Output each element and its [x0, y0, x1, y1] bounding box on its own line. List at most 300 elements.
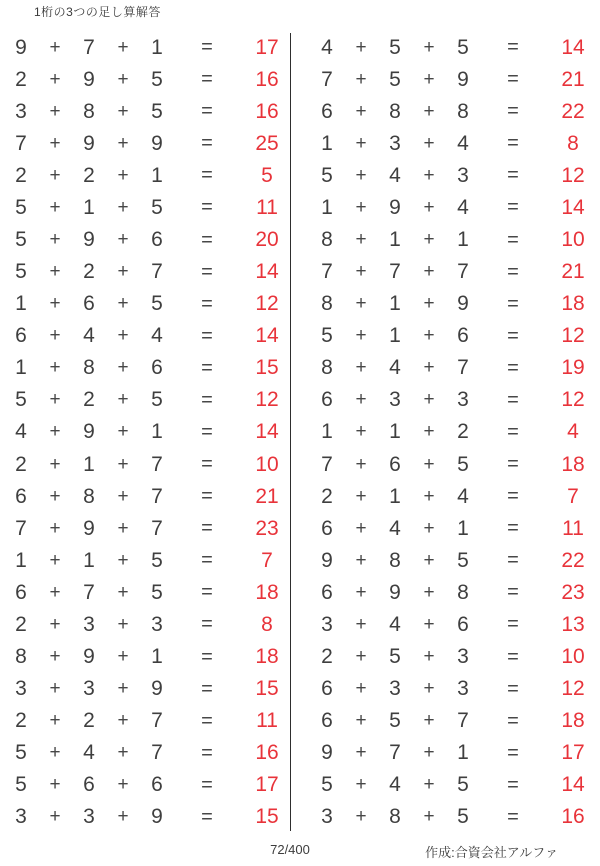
plus-operator: +	[423, 710, 435, 732]
plus-operator: +	[49, 100, 61, 122]
operand-2: 1	[389, 292, 401, 316]
operand-3: 1	[151, 35, 163, 59]
operand-1: 5	[15, 741, 27, 765]
operand-3: 4	[457, 131, 469, 155]
equals-sign: =	[507, 773, 519, 796]
equals-sign: =	[507, 709, 519, 732]
plus-operator: +	[423, 229, 435, 250]
equation-row	[312, 288, 598, 320]
operand-3: 6	[457, 612, 469, 636]
equals-sign: =	[507, 36, 519, 59]
answer-value: 14	[255, 324, 279, 348]
plus-operator: +	[423, 132, 435, 154]
operand-1: 6	[15, 580, 27, 604]
equals-sign: =	[201, 420, 213, 443]
operand-3: 3	[457, 163, 469, 187]
plus-operator: +	[355, 36, 367, 58]
plus-operator: +	[49, 389, 61, 411]
equals-sign: =	[201, 517, 213, 540]
plus-operator: +	[355, 68, 367, 90]
operand-3: 4	[151, 324, 163, 348]
plus-operator: +	[423, 36, 435, 58]
answer-value: 12	[255, 388, 279, 412]
operand-3: 8	[457, 580, 469, 604]
plus-operator: +	[117, 389, 129, 411]
plus-operator: +	[117, 325, 129, 347]
equation-row	[6, 352, 292, 384]
operand-3: 1	[151, 420, 163, 444]
operand-2: 3	[83, 612, 95, 636]
plus-operator: +	[355, 774, 367, 796]
operand-3: 7	[151, 260, 163, 284]
plus-operator: +	[355, 229, 367, 250]
answers-area	[0, 31, 600, 835]
answer-value: 16	[255, 741, 279, 765]
equation-row	[6, 737, 292, 769]
plus-operator: +	[423, 485, 435, 507]
plus-operator: +	[423, 806, 435, 828]
equals-sign: =	[507, 260, 519, 283]
plus-operator: +	[117, 806, 129, 828]
operand-2: 1	[83, 452, 95, 476]
page-number: 72/400	[270, 842, 310, 857]
operand-1: 4	[15, 420, 27, 444]
equation-row	[6, 608, 292, 640]
plus-operator: +	[117, 164, 129, 186]
operand-2: 9	[83, 228, 95, 251]
answer-value: 23	[561, 580, 585, 604]
operand-3: 5	[151, 292, 163, 316]
equation-row	[6, 480, 292, 512]
operand-1: 7	[321, 260, 333, 284]
answer-value: 12	[561, 324, 585, 348]
answer-value: 15	[255, 356, 279, 380]
operand-1: 5	[321, 324, 333, 348]
answer-value: 18	[561, 709, 585, 733]
equals-sign: =	[201, 773, 213, 796]
plus-operator: +	[355, 710, 367, 732]
operand-3: 5	[457, 548, 469, 572]
answer-value: 10	[561, 645, 585, 669]
equation-row	[312, 416, 598, 448]
plus-operator: +	[355, 389, 367, 411]
equals-sign: =	[201, 677, 213, 700]
answer-value: 18	[561, 292, 585, 316]
operand-3: 5	[151, 99, 163, 123]
operand-3: 5	[151, 67, 163, 91]
plus-operator: +	[423, 421, 435, 443]
operand-1: 1	[321, 195, 333, 219]
operand-1: 1	[15, 356, 27, 380]
answer-value: 16	[255, 67, 279, 91]
equals-sign: =	[201, 741, 213, 764]
plus-operator: +	[49, 132, 61, 154]
equation-row	[312, 320, 598, 352]
operand-3: 5	[151, 580, 163, 604]
equals-sign: =	[507, 292, 519, 315]
operand-1: 3	[321, 612, 333, 636]
answer-value: 14	[561, 35, 585, 59]
worksheet-title: 1桁の3つの足し算解答	[34, 5, 161, 19]
equals-sign: =	[201, 68, 213, 91]
operand-2: 1	[83, 548, 95, 572]
equation-row	[312, 352, 598, 384]
plus-operator: +	[423, 613, 435, 635]
equation-row	[312, 544, 598, 576]
equation-row	[312, 384, 598, 416]
answer-value: 16	[561, 805, 585, 829]
plus-operator: +	[355, 453, 367, 475]
operand-2: 4	[389, 516, 401, 540]
operand-2: 1	[389, 228, 401, 251]
plus-operator: +	[423, 325, 435, 347]
answer-value: 12	[561, 388, 585, 412]
answer-value: 10	[255, 452, 279, 476]
plus-operator: +	[423, 196, 435, 218]
operand-3: 7	[457, 709, 469, 733]
operand-3: 5	[457, 805, 469, 829]
answer-value: 17	[561, 741, 585, 765]
equals-sign: =	[201, 164, 213, 187]
operand-2: 3	[83, 677, 95, 701]
equation-row	[6, 63, 292, 95]
plus-operator: +	[355, 293, 367, 315]
equation-row	[6, 256, 292, 288]
operand-3: 5	[457, 35, 469, 59]
operand-2: 8	[83, 484, 95, 508]
equation-row	[312, 31, 598, 63]
equation-row	[312, 608, 598, 640]
plus-operator: +	[355, 646, 367, 668]
plus-operator: +	[49, 613, 61, 635]
operand-1: 6	[321, 388, 333, 412]
plus-operator: +	[117, 517, 129, 539]
operand-2: 1	[83, 195, 95, 219]
operand-1: 8	[321, 292, 333, 316]
operand-2: 7	[83, 580, 95, 604]
equation-row	[312, 673, 598, 705]
answer-value: 14	[561, 195, 585, 219]
plus-operator: +	[49, 164, 61, 186]
equation-row	[312, 63, 598, 95]
operand-1: 2	[15, 709, 27, 733]
plus-operator: +	[355, 806, 367, 828]
operand-3: 7	[151, 709, 163, 733]
equals-sign: =	[201, 388, 213, 411]
plus-operator: +	[423, 581, 435, 603]
operand-2: 8	[389, 99, 401, 123]
equals-sign: =	[507, 549, 519, 572]
equals-sign: =	[507, 196, 519, 219]
operand-1: 6	[321, 580, 333, 604]
equals-sign: =	[507, 388, 519, 411]
operand-1: 1	[15, 548, 27, 572]
plus-operator: +	[355, 678, 367, 700]
operand-1: 2	[15, 612, 27, 636]
plus-operator: +	[49, 68, 61, 90]
answer-value: 14	[255, 420, 279, 444]
equals-sign: =	[507, 485, 519, 508]
operand-1: 6	[15, 484, 27, 508]
equation-row	[312, 640, 598, 672]
operand-1: 8	[321, 228, 333, 251]
operand-3: 9	[457, 67, 469, 91]
equation-row	[6, 416, 292, 448]
plus-operator: +	[423, 549, 435, 571]
plus-operator: +	[49, 710, 61, 732]
equals-sign: =	[201, 709, 213, 732]
plus-operator: +	[49, 742, 61, 764]
equation-row	[312, 448, 598, 480]
equals-sign: =	[201, 292, 213, 315]
operand-1: 6	[321, 709, 333, 733]
operand-3: 5	[151, 388, 163, 412]
plus-operator: +	[355, 421, 367, 443]
plus-operator: +	[49, 453, 61, 475]
equals-sign: =	[201, 356, 213, 379]
operand-2: 3	[83, 805, 95, 829]
operand-3: 1	[457, 741, 469, 765]
plus-operator: +	[117, 581, 129, 603]
operand-1: 7	[321, 67, 333, 91]
equation-row	[312, 159, 598, 191]
plus-operator: +	[117, 453, 129, 475]
equals-sign: =	[201, 100, 213, 123]
operand-3: 7	[457, 356, 469, 380]
operand-2: 5	[389, 35, 401, 59]
operand-1: 5	[15, 195, 27, 219]
operand-2: 3	[389, 131, 401, 155]
operand-3: 9	[151, 677, 163, 701]
equation-row	[6, 801, 292, 833]
operand-2: 4	[389, 163, 401, 187]
plus-operator: +	[423, 100, 435, 122]
equation-row	[6, 384, 292, 416]
plus-operator: +	[117, 68, 129, 90]
answers-column-right	[312, 31, 598, 833]
answer-value: 5	[261, 163, 273, 187]
operand-1: 8	[321, 356, 333, 380]
answer-value: 21	[255, 484, 279, 508]
equals-sign: =	[507, 420, 519, 443]
equals-sign: =	[507, 132, 519, 155]
operand-1: 7	[321, 452, 333, 476]
answer-value: 12	[561, 163, 585, 187]
equals-sign: =	[507, 581, 519, 604]
operand-2: 5	[389, 67, 401, 91]
operand-2: 3	[389, 388, 401, 412]
equation-row	[312, 512, 598, 544]
plus-operator: +	[117, 549, 129, 571]
plus-operator: +	[49, 261, 61, 283]
plus-operator: +	[423, 453, 435, 475]
answer-value: 11	[256, 709, 278, 733]
operand-1: 2	[15, 67, 27, 91]
plus-operator: +	[49, 325, 61, 347]
answer-value: 15	[255, 805, 279, 829]
plus-operator: +	[355, 100, 367, 122]
operand-2: 6	[83, 773, 95, 797]
plus-operator: +	[355, 549, 367, 571]
operand-3: 5	[457, 773, 469, 797]
operand-1: 3	[15, 805, 27, 829]
operand-1: 3	[321, 805, 333, 829]
operand-2: 2	[83, 260, 95, 284]
equals-sign: =	[201, 581, 213, 604]
operand-3: 3	[457, 388, 469, 412]
operand-2: 4	[389, 612, 401, 636]
operand-3: 9	[457, 292, 469, 316]
operand-1: 2	[321, 645, 333, 669]
equation-row	[6, 31, 292, 63]
operand-2: 8	[83, 356, 95, 380]
operand-3: 7	[151, 516, 163, 540]
equation-row	[312, 705, 598, 737]
plus-operator: +	[117, 421, 129, 443]
answer-value: 22	[561, 99, 585, 123]
plus-operator: +	[117, 36, 129, 58]
operand-3: 3	[457, 645, 469, 669]
answer-value: 18	[255, 580, 279, 604]
operand-3: 3	[457, 677, 469, 701]
operand-1: 9	[321, 548, 333, 572]
operand-3: 5	[457, 452, 469, 476]
equals-sign: =	[507, 100, 519, 123]
operand-1: 2	[15, 163, 27, 187]
plus-operator: +	[49, 646, 61, 668]
answer-value: 4	[567, 420, 579, 444]
equals-sign: =	[201, 132, 213, 155]
answer-value: 11	[562, 516, 584, 540]
operand-2: 8	[83, 99, 95, 123]
operand-2: 4	[83, 741, 95, 765]
operand-2: 9	[83, 131, 95, 155]
plus-operator: +	[117, 229, 129, 250]
equation-row	[312, 801, 598, 833]
equals-sign: =	[201, 324, 213, 347]
answer-value: 11	[256, 195, 278, 219]
answer-value: 12	[561, 677, 585, 701]
equation-row	[6, 127, 292, 159]
equals-sign: =	[507, 453, 519, 476]
operand-1: 2	[15, 452, 27, 476]
operand-1: 8	[15, 645, 27, 669]
operand-2: 8	[389, 805, 401, 829]
operand-1: 9	[15, 35, 27, 59]
equals-sign: =	[201, 228, 213, 251]
answer-value: 18	[561, 452, 585, 476]
equals-sign: =	[507, 613, 519, 636]
answer-value: 15	[255, 677, 279, 701]
plus-operator: +	[49, 196, 61, 218]
equation-row	[6, 544, 292, 576]
operand-2: 1	[389, 484, 401, 508]
operand-2: 7	[83, 35, 95, 59]
operand-1: 6	[321, 677, 333, 701]
operand-1: 7	[15, 131, 27, 155]
equals-sign: =	[507, 645, 519, 668]
plus-operator: +	[355, 581, 367, 603]
operand-3: 9	[151, 131, 163, 155]
answer-value: 8	[567, 131, 579, 155]
plus-operator: +	[117, 646, 129, 668]
answer-value: 23	[255, 516, 279, 540]
equals-sign: =	[507, 68, 519, 91]
operand-1: 5	[15, 773, 27, 797]
operand-3: 6	[151, 228, 163, 251]
operand-3: 5	[151, 548, 163, 572]
equation-row	[6, 288, 292, 320]
plus-operator: +	[423, 646, 435, 668]
operand-2: 1	[389, 420, 401, 444]
answer-value: 18	[255, 645, 279, 669]
plus-operator: +	[355, 517, 367, 539]
plus-operator: +	[355, 261, 367, 283]
equation-row	[312, 256, 598, 288]
operand-2: 3	[389, 677, 401, 701]
equals-sign: =	[507, 741, 519, 764]
plus-operator: +	[49, 549, 61, 571]
plus-operator: +	[355, 485, 367, 507]
operand-3: 4	[457, 195, 469, 219]
operand-3: 2	[457, 420, 469, 444]
answer-value: 21	[561, 260, 585, 284]
answer-value: 13	[561, 612, 585, 636]
plus-operator: +	[117, 678, 129, 700]
plus-operator: +	[423, 774, 435, 796]
plus-operator: +	[423, 293, 435, 315]
plus-operator: +	[49, 229, 61, 250]
plus-operator: +	[117, 485, 129, 507]
equation-row	[6, 448, 292, 480]
equation-row	[312, 576, 598, 608]
equals-sign: =	[201, 36, 213, 59]
plus-operator: +	[49, 36, 61, 58]
operand-3: 7	[457, 260, 469, 284]
equation-row	[6, 159, 292, 191]
operand-2: 5	[389, 709, 401, 733]
equals-sign: =	[507, 805, 519, 828]
operand-3: 6	[151, 356, 163, 380]
equals-sign: =	[507, 164, 519, 187]
operand-1: 1	[321, 420, 333, 444]
operand-2: 2	[83, 709, 95, 733]
answer-value: 8	[261, 612, 273, 636]
operand-1: 5	[15, 228, 27, 251]
plus-operator: +	[355, 742, 367, 764]
answer-value: 19	[561, 356, 585, 380]
plus-operator: +	[117, 613, 129, 635]
operand-3: 7	[151, 452, 163, 476]
plus-operator: +	[423, 357, 435, 379]
plus-operator: +	[117, 357, 129, 379]
operand-3: 8	[457, 99, 469, 123]
equation-row	[312, 95, 598, 127]
equation-row	[6, 320, 292, 352]
operand-2: 7	[389, 741, 401, 765]
operand-1: 6	[321, 99, 333, 123]
operand-1: 9	[321, 741, 333, 765]
operand-1: 5	[321, 773, 333, 797]
equals-sign: =	[201, 805, 213, 828]
operand-2: 5	[389, 645, 401, 669]
operand-1: 5	[321, 163, 333, 187]
plus-operator: +	[49, 774, 61, 796]
answer-value: 17	[255, 773, 279, 797]
operand-2: 2	[83, 388, 95, 412]
plus-operator: +	[423, 164, 435, 186]
operand-3: 4	[457, 484, 469, 508]
